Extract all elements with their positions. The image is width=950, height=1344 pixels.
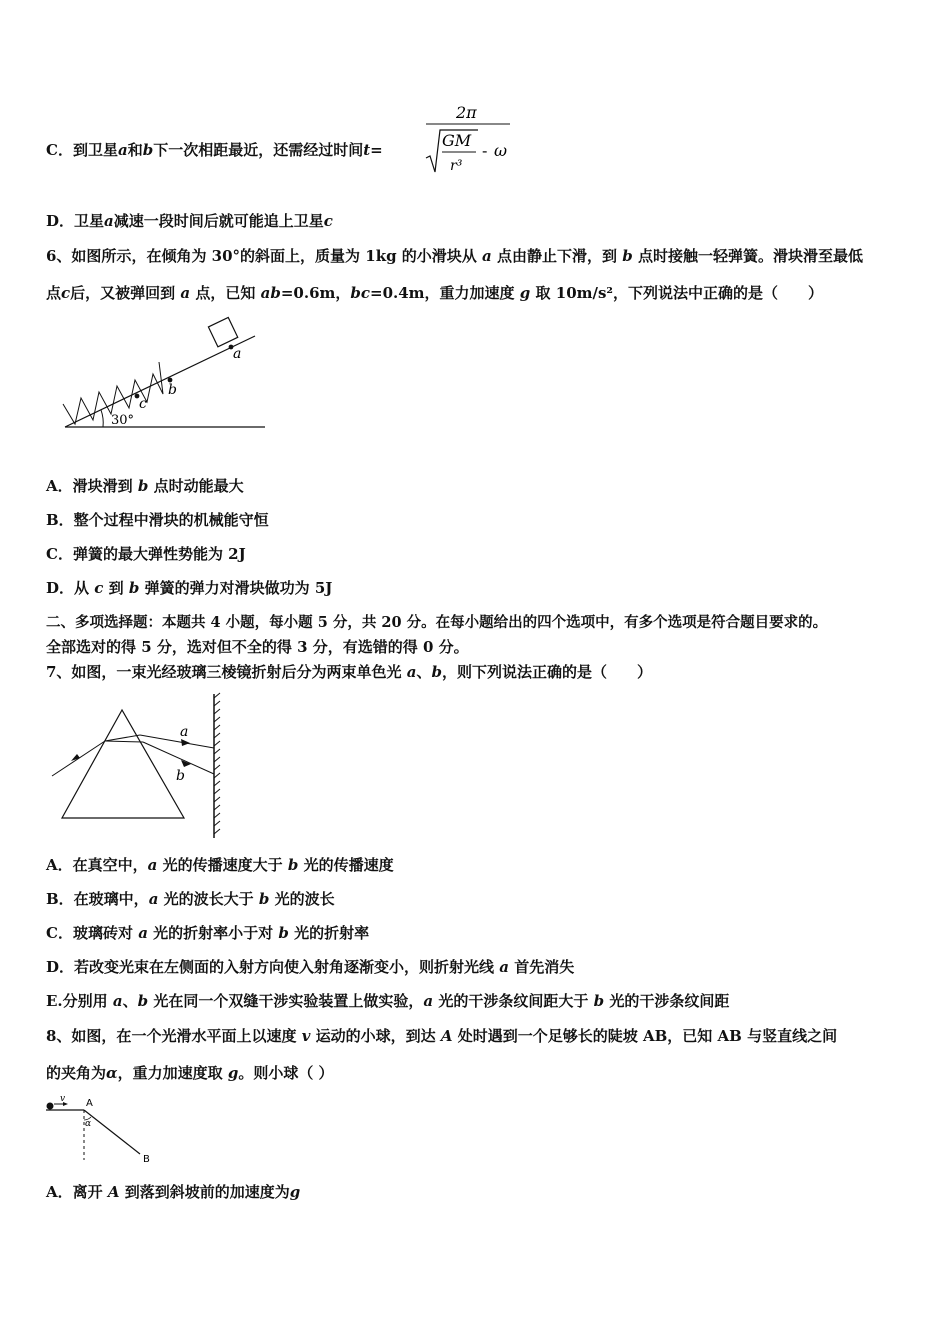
angle-arc: [101, 410, 103, 427]
slider-block: [208, 317, 237, 346]
prism: [62, 710, 184, 818]
q5-formula: [418, 100, 518, 180]
q6-stem-line2: 点c后，又被弹回到 a 点，已知 ab=0.6m，bc=0.4m，重力加速度 g 取 10m/s²，下列说法中正确的是（ ）: [46, 284, 823, 302]
q7-option-a: A．在真空中，a 光的传播速度大于 b 光的传播速度: [46, 856, 394, 874]
q6-option-a: A．滑块滑到 b 点时动能最大: [46, 477, 244, 495]
label-alpha: α: [85, 1119, 92, 1129]
incline-line: [65, 336, 255, 427]
ball: [47, 1103, 54, 1110]
label-A: A: [86, 1098, 93, 1109]
label-ray-b: b: [176, 768, 185, 784]
q8-stem-line2: 的夹角为α，重力加速度取 g。则小球（ ）: [46, 1064, 334, 1082]
section2-line1: 二、多项选择题：本题共 4 小题，每小题 5 分，共 20 分。在每小题给出的四个选项中，有多个选项是符合题目要求的。: [46, 614, 828, 631]
formula-numerator: 2π: [456, 103, 477, 122]
q6-option-d: D．从 c 到 b 弹簧的弹力对滑块做功为 5J: [46, 579, 333, 597]
formula-minus: -: [482, 141, 488, 160]
q7-option-e: E.分别用 a、b 光在同一个双缝干涉实验装置上做实验，a 光的干涉条纹间距大于 b 光的干涉条纹间距: [46, 992, 730, 1010]
q6-incline-figure: [55, 310, 275, 435]
slope-ab: [84, 1110, 140, 1154]
label-ray-a: a: [180, 724, 189, 740]
q7-prism-figure: [50, 690, 230, 840]
q7-option-b: B．在玻璃中，a 光的波长大于 b 光的波长: [46, 890, 335, 908]
formula-inner-denominator: r³: [450, 158, 463, 174]
formula-omega: ω: [494, 141, 508, 160]
q8-slope-figure: [42, 1092, 162, 1167]
label-B: B: [143, 1154, 150, 1165]
q7-stem: 7、如图，一束光经玻璃三棱镜折射后分为两束单色光 a、b，则下列说法正确的是（ ）: [46, 663, 652, 681]
q5-option-d: D．卫星a减速一段时间后就可能追上卫星c: [46, 212, 333, 230]
label-a: a: [233, 346, 242, 362]
inner-ray-b: [105, 741, 143, 742]
q8-stem-line1: 8、如图，在一个光滑水平面上以速度 v 运动的小球，到达 A 处时遇到一个足够长的陡坡 AB，已知 AB 与竖直线之间: [46, 1027, 838, 1045]
label-c: c: [139, 396, 147, 412]
q6-option-c: C．弹簧的最大弹性势能为 2J: [46, 545, 246, 563]
screen-hatching: [214, 693, 220, 834]
q5-option-c: C．到卫星a和b下一次相距最近，还需经过时间t=: [46, 141, 383, 159]
inner-ray-a: [105, 735, 140, 741]
angle-label: 30°: [111, 413, 135, 428]
label-b: b: [168, 382, 177, 398]
q7-option-d: D．若改变光束在左侧面的入射方向使入射角逐渐变小，则折射光线 a 首先消失: [46, 958, 575, 976]
q7-option-c: C．玻璃砖对 a 光的折射率小于对 b 光的折射率: [46, 924, 370, 942]
q8-option-a: A．离开 A 到落到斜坡前的加速度为g: [46, 1183, 301, 1201]
section2-line2: 全部选对的得 5 分，选对但不全的得 3 分，有选错的得 0 分。: [46, 638, 469, 656]
ray-a-arrow: [181, 739, 190, 746]
q6-option-b: B．整个过程中滑块的机械能守恒: [46, 511, 269, 529]
q6-stem-line1: 6、如图所示，在倾角为 30°的斜面上，质量为 1kg 的小滑块从 a 点由静止下滑，到 b 点时接触一轻弹簧。滑块滑至最低: [46, 247, 864, 265]
label-v: v: [60, 1094, 66, 1104]
formula-inner-numerator: GM: [442, 131, 472, 150]
